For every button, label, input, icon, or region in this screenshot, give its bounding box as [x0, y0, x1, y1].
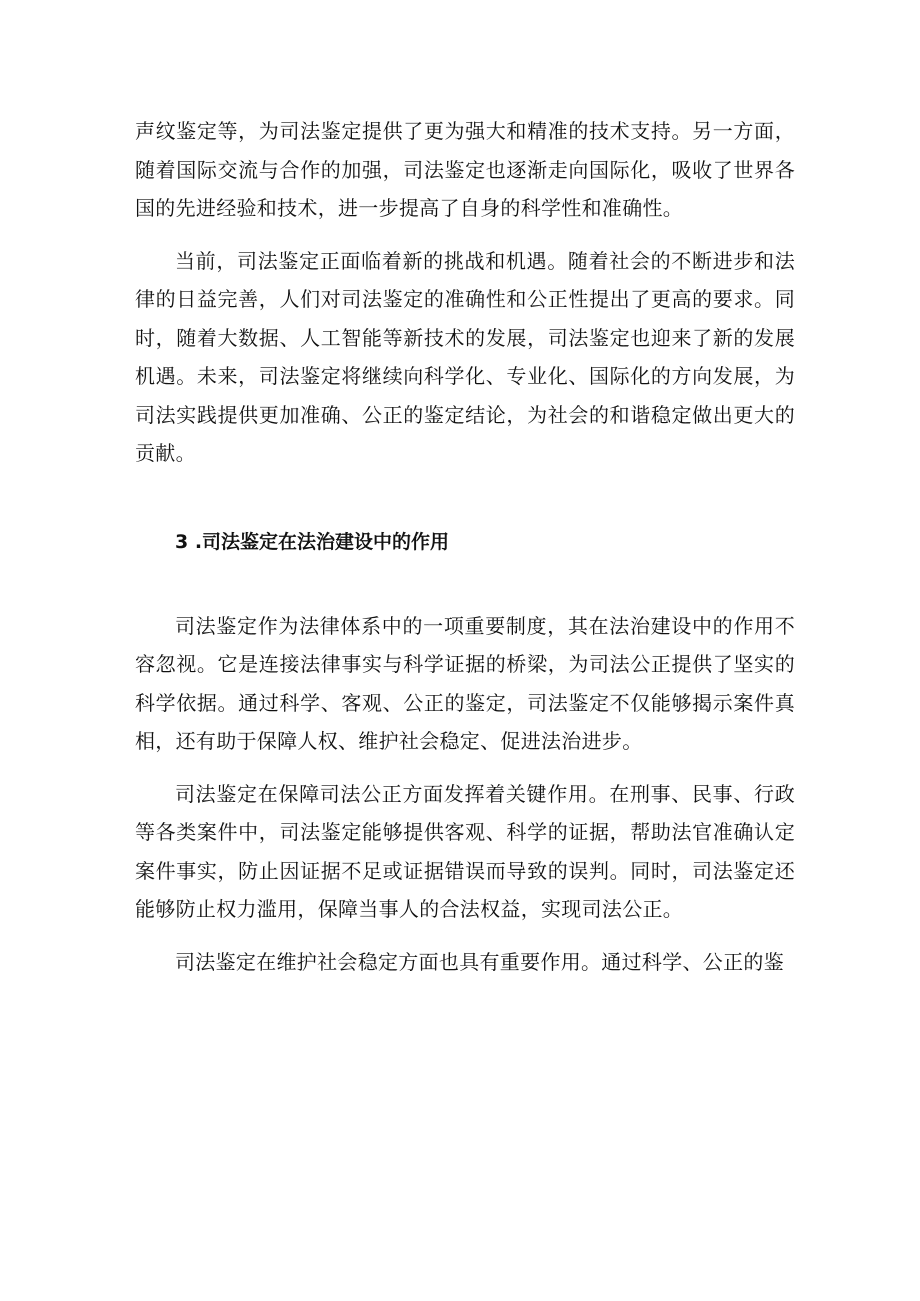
- section-gap: [135, 473, 795, 527]
- paragraph-gap: [135, 929, 795, 943]
- paragraph-gap: [135, 228, 795, 242]
- section-heading: 3 .司法鉴定在法治建设中的作用: [175, 530, 450, 553]
- document-body: [135, 112, 795, 981]
- paragraph-1: 声纹鉴定等，为司法鉴定提供了更为强大和精准的技术支持。另一方面，随着国际交流与合作的加强，司法鉴定也逐渐走向国际化，吸收了世界各国的先进经验和技术，进一步提高了自身的科学性和准确性。: [135, 119, 795, 220]
- section-gap: [135, 557, 795, 607]
- paragraph-4: 司法鉴定在保障司法公正方面发挥着关键作用。在刑事、民事、行政等各类案件中，司法鉴定能够提供客观、科学的证据，帮助法官准确认定案件事实，防止因证据不足或证据错误而导致的误判。同时，司法鉴定还能够防止权力滥用，保障当事人的合法权益，实现司法公正。: [135, 781, 795, 921]
- paragraph-gap: [135, 761, 795, 775]
- paragraph-2: 当前，司法鉴定正面临着新的挑战和机遇。随着社会的不断进步和法律的日益完善，人们对司法鉴定的准确性和公正性提出了更高的要求。同时，随着大数据、人工智能等新技术的发展，司法鉴定也迎来了新的发展机遇。未来，司法鉴定将继续向科学化、专业化、国际化的方向发展，为司法实践提供更加准确、公正的鉴定结论，为社会的和谐稳定做出更大的贡献。: [135, 248, 795, 465]
- paragraph-3: 司法鉴定作为法律体系中的一项重要制度，其在法治建设中的作用不容忽视。它是连接法律事实与科学证据的桥梁，为司法公正提供了坚实的科学依据。通过科学、客观、公正的鉴定，司法鉴定不仅能够揭示案件真相，还有助于保障人权、维护社会稳定、促进法治进步。: [135, 613, 795, 753]
- paragraph-5: 司法鉴定在维护社会稳定方面也具有重要作用。通过科学、公正的鉴: [175, 949, 784, 974]
